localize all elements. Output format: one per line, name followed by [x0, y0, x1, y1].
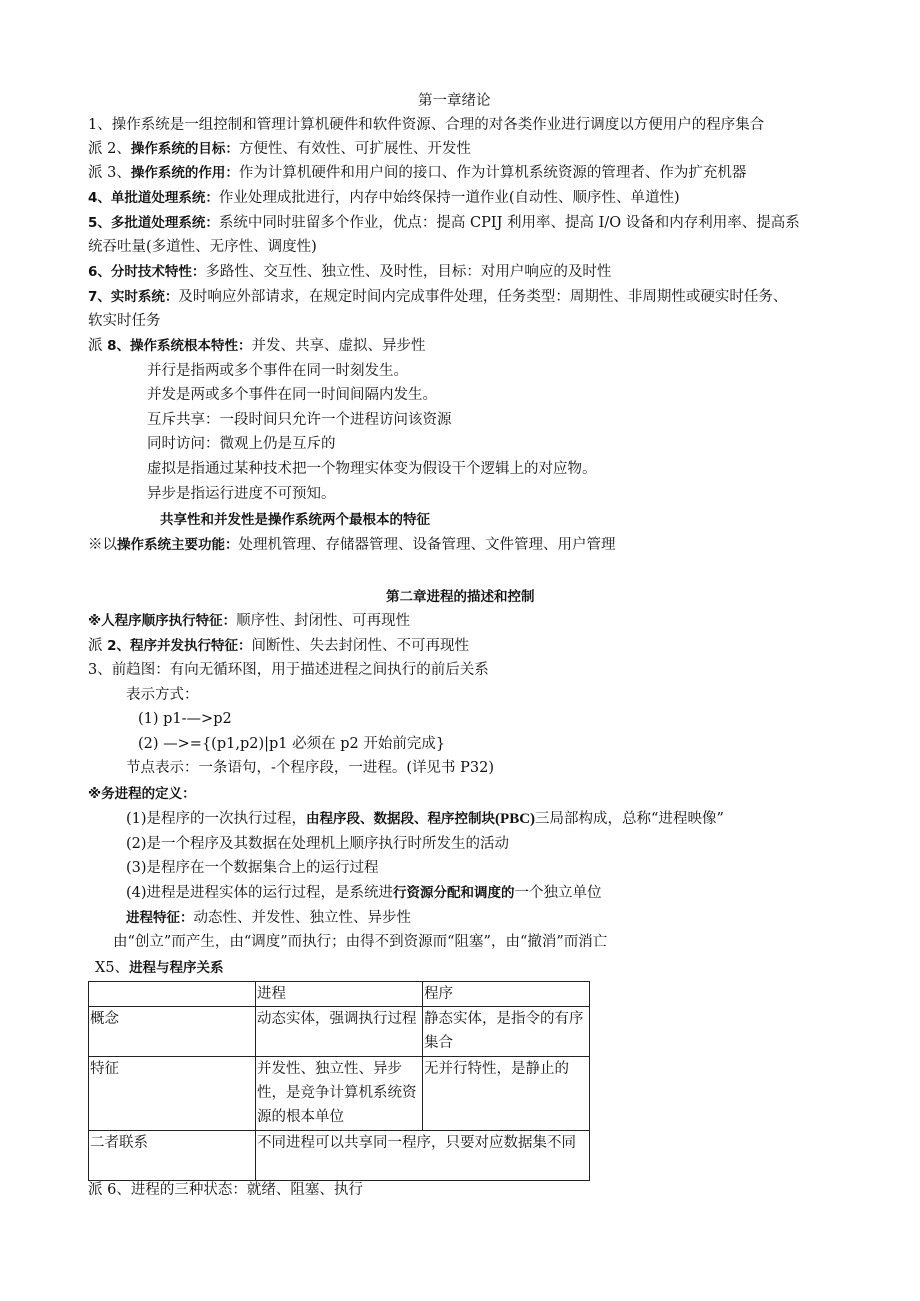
- ch1-item-functions: [88, 535, 616, 555]
- ch1-item-6: [88, 262, 611, 282]
- ch1-item-7-cont: 软实时任务: [88, 313, 161, 329]
- ch1-item-3: [88, 163, 746, 183]
- def-text: 三局部构成: [535, 811, 608, 827]
- table-row-label: 特征: [89, 1057, 256, 1131]
- ch1-item-5-cont: 统吞吐量(多道性、无序性、调度性): [88, 239, 317, 255]
- def-keyword: ，总称“进程映像”: [607, 811, 724, 827]
- ch2-item-6: 派 6、进程的三种状态：就绪、阻塞、执行: [88, 1182, 363, 1198]
- table-cell: 静态实体，是指令的有序集合: [423, 1007, 590, 1057]
- def-text: (4)进程是进程实体的运行过程，是系统进: [126, 885, 394, 901]
- ch1-sub-concurrent: 并发是两或多个事件在同一时间间隔内发生。: [147, 387, 437, 403]
- table-cell: 并发性、独立性、异步性，是竞争计算机系统资源的根本单位: [256, 1057, 423, 1131]
- ch2-def-3: (3)是程序在一个数据集合上的运行过程: [126, 860, 379, 876]
- ch1-item-5: [88, 213, 800, 233]
- def-text: (1)是程序的一次执行过程，: [126, 811, 307, 827]
- table-cell: 无并行特性，是静止的: [423, 1057, 590, 1131]
- ch2-item-3-repr-1: (1) p1-—>p2: [138, 711, 232, 727]
- ch2-features: [126, 908, 411, 928]
- item-text: 系统中同时驻留多个作业，优点：提高 CPIJ 利用率、提高 I/O 设备和内存利用率、提高系: [218, 215, 800, 231]
- item-text: 作业处理成批进行，内存中始终保持一道作业(自动性、顺序性、单道性): [218, 190, 680, 206]
- ch1-sub-async: 异步是指运行进度不可预知。: [147, 486, 336, 502]
- item-keyword: 操作系统根本特性：: [130, 338, 252, 354]
- ch2-lifecycle: 由“创立”而产生，由“调度”而执行；由得不到资源而“阻塞”，由“撤消”而消亡: [113, 934, 608, 950]
- item-prefix: 派: [88, 638, 108, 654]
- table-row: [89, 1007, 590, 1057]
- def-text: 一个独立单位: [514, 885, 602, 901]
- ch2-item-3-node: 节点表示：一条语句，-个程序段，一进程。(详见书 P32): [126, 760, 495, 776]
- item-number: 8、: [107, 338, 131, 354]
- item-keyword: ※务进程的定义：: [88, 786, 196, 802]
- item-text: 方便性、有效性、可扩展性、开发性: [238, 141, 471, 157]
- item-text: 顺序性、封闭性、可再现性: [236, 613, 411, 629]
- item-number: 6、: [88, 264, 111, 280]
- ch1-sub-mutex: 互斥共享：一段时间只允许一个进程访问该资源: [147, 412, 452, 428]
- table-row: [89, 1131, 590, 1181]
- ch2-item-3-repr-2: (2) —>={(p1,p2)|p1 必须在 p2 开始前完成}: [138, 736, 446, 752]
- ch1-sub-virtual: 虚拟是指通过某种技术把一个物理实体变为假设干个逻辑上的对应物。: [147, 461, 597, 477]
- item-keyword: 进程特征：: [126, 910, 194, 926]
- item-number: 4、: [88, 190, 111, 206]
- item-text: 多路性、交互性、独立性、及时性，目标：对用户响应的及时性: [205, 264, 612, 280]
- table-header-program: 程序: [423, 982, 590, 1007]
- process-program-table: [88, 981, 590, 1181]
- ch1-item-7: [88, 287, 787, 307]
- ch1-item-2: [88, 139, 471, 159]
- item-keyword: 单批道处理系统：: [110, 190, 219, 206]
- item-prefix: X5、: [95, 960, 130, 976]
- item-text: 间断性、失去封闭性、不可再现性: [251, 638, 470, 654]
- item-text: 作为计算机硬件和用户间的接口、作为计算机系统资源的管理者、作为扩充机器: [238, 165, 747, 181]
- item-number: 5、: [88, 215, 111, 231]
- item-number: 2、: [107, 638, 131, 654]
- table-header-process: 进程: [256, 982, 423, 1007]
- ch2-item-2: [88, 636, 469, 656]
- ch1-sub-parallel: 并行是指两或多个事件在同一时刻发生。: [147, 363, 408, 379]
- ch1-item-8: [88, 336, 426, 356]
- item-keyword: 操作系统的作用：: [130, 165, 239, 181]
- item-prefix: 派: [88, 338, 108, 354]
- table-row-label: 二者联系: [89, 1131, 256, 1181]
- ch2-item-3-repr: 表示方式：: [126, 687, 199, 703]
- item-keyword: 操作系统的目标：: [130, 141, 239, 157]
- ch1-item-1: 1、操作系统是一组控制和管理计算机硬件和软件资源、合理的对各类作业进行调度以方便用户的程序集合: [88, 117, 765, 133]
- chapter1-title: 第一章绪论: [418, 93, 491, 109]
- item-keyword: ※人程序顺序执行特征：: [88, 613, 237, 629]
- ch2-item-5: [95, 958, 224, 978]
- item-prefix: 派 2、: [88, 141, 131, 157]
- item-prefix: 派 3、: [88, 165, 131, 181]
- table-row: [89, 1057, 590, 1131]
- item-text: 并发、共享、虚拟、异步性: [251, 338, 426, 354]
- item-keyword: 分时技术特性：: [110, 264, 206, 280]
- item-keyword: 实时系统：: [110, 289, 179, 305]
- table-row-label: 概念: [89, 1007, 256, 1057]
- ch1-item-4: [88, 188, 680, 208]
- item-text: 及时响应外部请求，在规定时间内完成事件处理，任务类型：周期性、非周期性或硬实时任务、: [178, 289, 788, 305]
- ch1-sub-simultaneous: 同时访问：微观上仍是互斥的: [147, 436, 336, 452]
- ch2-def-4: [126, 883, 602, 903]
- ch2-def-1: [126, 809, 724, 829]
- def-keyword-pbc: (PBC): [495, 811, 536, 827]
- table-cell: 动态实体，强调执行过程: [256, 1007, 423, 1057]
- ch2-item-1: [88, 611, 410, 631]
- item-keyword: 进程与程序关系: [129, 960, 224, 976]
- item-text: 处理机管理、存储器管理、设备管理、文件管理、用户管理: [238, 537, 616, 553]
- def-keyword: 由程序段、数据段、程序控制块: [306, 811, 496, 827]
- table-cell: 不同进程可以共享同一程序，只要对应数据集不同: [256, 1131, 590, 1181]
- def-keyword: 行资源分配和调度的: [393, 885, 515, 901]
- item-keyword: 程序并发执行特征：: [130, 638, 252, 654]
- item-text: 动态性、并发性、独立性、异步性: [193, 910, 411, 926]
- ch2-item-4: [88, 784, 196, 804]
- item-keyword: 操作系统主要功能：: [117, 537, 239, 553]
- ch2-item-3: 3、前趋图：有向无循环图，用于描述进程之间执行的前后关系: [88, 662, 489, 678]
- table-header-row: [89, 982, 590, 1007]
- table-cell-empty: [89, 982, 256, 1007]
- item-number: 7、: [88, 289, 111, 305]
- chapter2-title: 第二章进程的描述和控制: [386, 589, 535, 605]
- item-keyword: 多批道处理系统：: [110, 215, 219, 231]
- ch2-def-2: (2)是一个程序及其数据在处理机上顺序执行时所发生的活动: [126, 836, 510, 852]
- ch1-sub-key-feature: 共享性和并发性是操作系统两个最根本的特征: [160, 512, 430, 528]
- item-prefix: ※以: [88, 537, 117, 553]
